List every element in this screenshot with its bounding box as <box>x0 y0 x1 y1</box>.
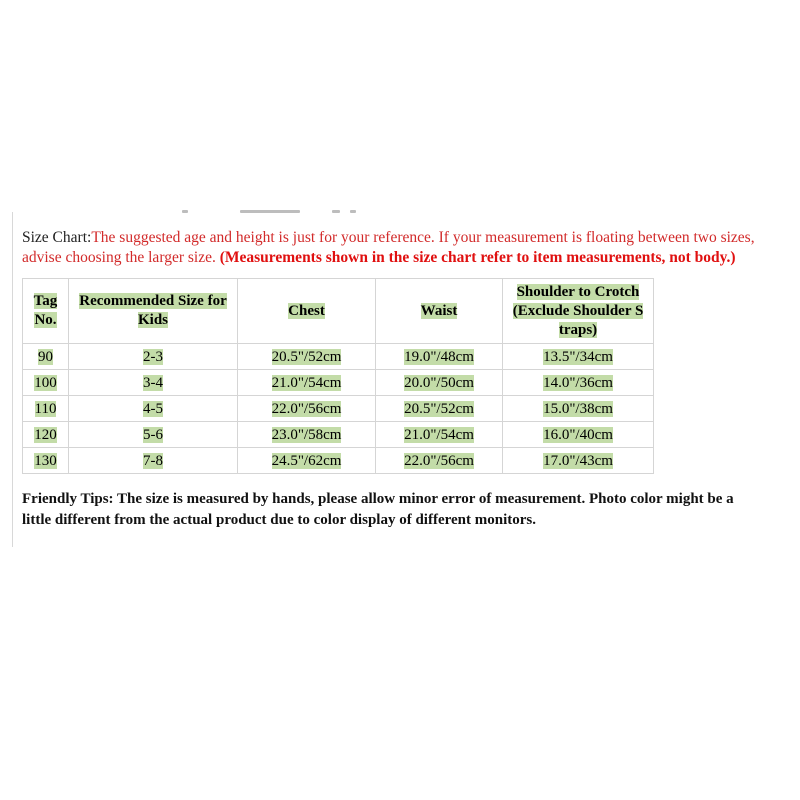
cell-chest: 21.0"/54cm <box>238 370 376 396</box>
cell-tag-no: 120 <box>23 422 69 448</box>
table-row <box>23 396 654 422</box>
cell-chest: 20.5"/52cm <box>238 344 376 370</box>
cell-chest: 24.5"/62cm <box>238 448 376 474</box>
size-chart-intro <box>22 228 800 268</box>
header-chest: Chest <box>238 279 376 344</box>
table-row <box>23 344 654 370</box>
header-waist: Waist <box>376 279 503 344</box>
cell-shoulder-to-crotch: 13.5"/34cm <box>503 344 654 370</box>
cell-recommended-size: 7-8 <box>69 448 238 474</box>
cell-waist: 19.0"/48cm <box>376 344 503 370</box>
table-header-row <box>23 279 654 344</box>
cell-shoulder-to-crotch: 17.0"/43cm <box>503 448 654 474</box>
cell-recommended-size: 2-3 <box>69 344 238 370</box>
size-chart-table <box>22 278 654 474</box>
cell-tag-no: 100 <box>23 370 69 396</box>
cell-recommended-size: 5-6 <box>69 422 238 448</box>
size-chart-label: Size Chart: <box>22 229 92 246</box>
cell-recommended-size: 4-5 <box>69 396 238 422</box>
cell-shoulder-to-crotch: 15.0"/38cm <box>503 396 654 422</box>
measurement-emphasis: (Measurements shown in the size chart refer to item measurements, not body.) <box>219 249 736 266</box>
cell-waist: 22.0"/56cm <box>376 448 503 474</box>
header-recommended-size: Recommended Size for Kids <box>69 279 238 344</box>
cell-waist: 20.5"/52cm <box>376 396 503 422</box>
table-row <box>23 370 654 396</box>
reference-note-line2: advise choosing the larger size. <box>22 249 220 266</box>
reference-note: The suggested age and height is just for your reference. If your measurement is floating between two sizes, <box>91 229 755 246</box>
cell-chest: 23.0"/58cm <box>238 422 376 448</box>
friendly-tips-line1: Friendly Tips: The size is measured by hands, please allow minor error of measurement. Photo color might be a <box>22 491 734 507</box>
cell-shoulder-to-crotch: 16.0"/40cm <box>503 422 654 448</box>
cell-waist: 21.0"/54cm <box>376 422 503 448</box>
cell-tag-no: 110 <box>23 396 69 422</box>
table-row <box>23 448 654 474</box>
friendly-tips <box>22 489 797 531</box>
cell-waist: 20.0"/50cm <box>376 370 503 396</box>
cell-tag-no: 90 <box>23 344 69 370</box>
cell-recommended-size: 3-4 <box>69 370 238 396</box>
cell-chest: 22.0"/56cm <box>238 396 376 422</box>
table-row <box>23 422 654 448</box>
page-edge-line <box>12 212 13 547</box>
header-shoulder-to-crotch: Shoulder to Crotch (Exclude Shoulder S traps) <box>503 279 654 344</box>
cell-tag-no: 130 <box>23 448 69 474</box>
friendly-tips-line2: little different from the actual product due to color display of different monitors. <box>22 512 536 528</box>
header-tag-no: Tag No. <box>23 279 69 344</box>
cell-shoulder-to-crotch: 14.0"/36cm <box>503 370 654 396</box>
cropped-text-fragment <box>182 210 362 214</box>
